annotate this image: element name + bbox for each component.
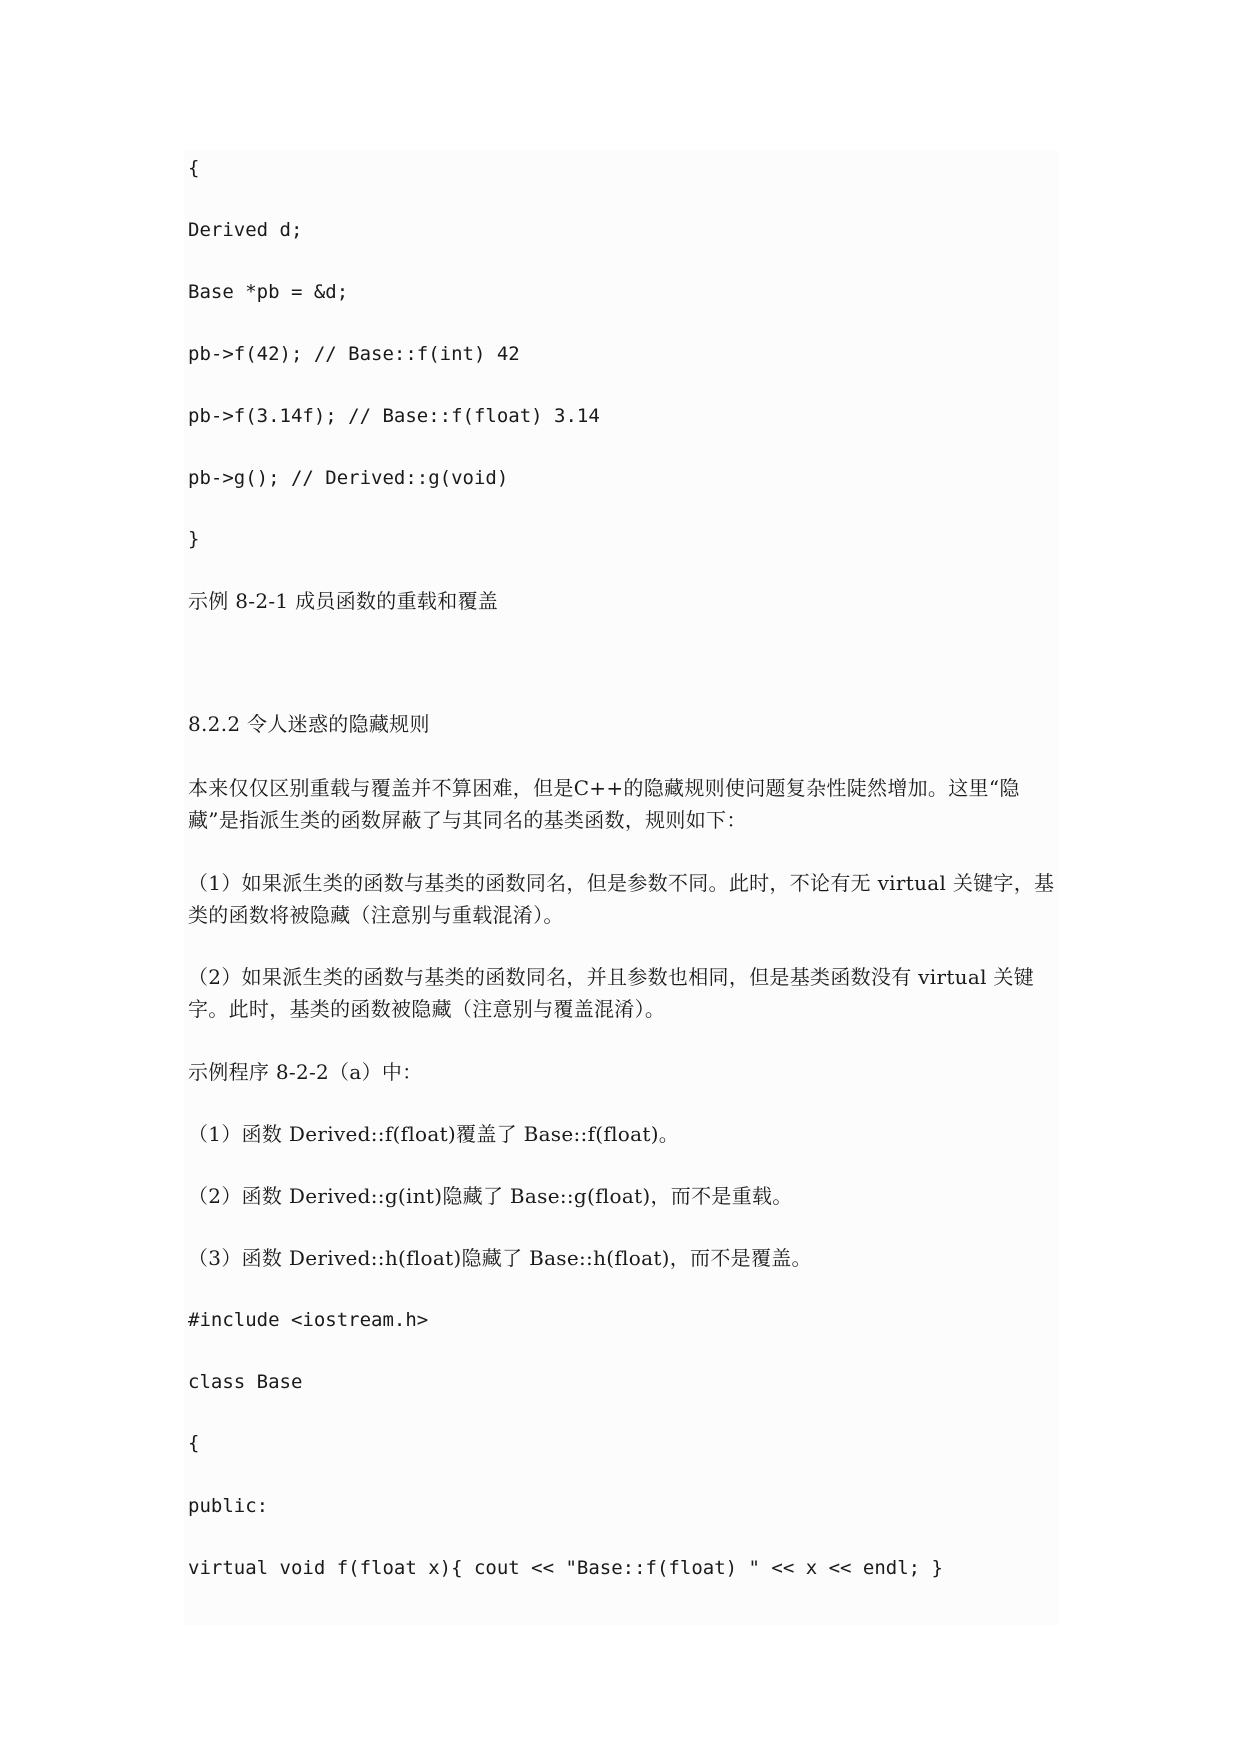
list-item: （1）函数 Derived::f(float)覆盖了 Base::f(float)。 <box>188 1122 680 1146</box>
code-line: #include <iostream.h> <box>188 1309 429 1331</box>
rule-item: （2）如果派生类的函数与基类的函数同名，并且参数也相同，但是基类函数没有 virtual 关键字。此时，基类的函数被隐藏（注意别与覆盖混淆）。 <box>188 965 1035 1021</box>
code-line: { <box>188 1432 200 1454</box>
code-line: Derived d; <box>188 219 303 241</box>
code-line: virtual void f(float x){ cout << "Base::f(float) " << x << endl; } <box>188 1557 943 1579</box>
code-line: pb->f(42); // Base::f(int) 42 <box>188 343 520 365</box>
list-item: （3）函数 Derived::h(float)隐藏了 Base::h(float)，而不是覆盖。 <box>188 1246 812 1270</box>
example-intro: 示例程序 8-2-2（a）中： <box>188 1060 423 1084</box>
list-item: （2）函数 Derived::g(int)隐藏了 Base::g(float)，而不是重载。 <box>188 1184 793 1208</box>
code-line: } <box>188 528 200 550</box>
code-line: class Base <box>188 1371 303 1393</box>
code-line: { <box>188 157 200 179</box>
code-line: pb->g(); // Derived::g(void) <box>188 467 509 489</box>
code-line: Base *pb = &d; <box>188 281 349 303</box>
code-line: public: <box>188 1495 269 1517</box>
intro-paragraph: 本来仅仅区别重载与覆盖并不算困难，但是C++的隐藏规则使问题复杂性陡然增加。这里“隐藏”是指派生类的函数屏蔽了与其同名的基类函数，规则如下： <box>188 776 1020 832</box>
rule-item: （1）如果派生类的函数与基类的函数同名，但是参数不同。此时，不论有无 virtual 关键字，基类的函数将被隐藏（注意别与重载混淆）。 <box>188 871 1055 927</box>
code-line: pb->f(3.14f); // Base::f(float) 3.14 <box>188 405 600 427</box>
section-heading: 8.2.2 令人迷惑的隐藏规则 <box>188 712 430 736</box>
example-caption: 示例 8-2-1 成员函数的重载和覆盖 <box>188 589 499 613</box>
